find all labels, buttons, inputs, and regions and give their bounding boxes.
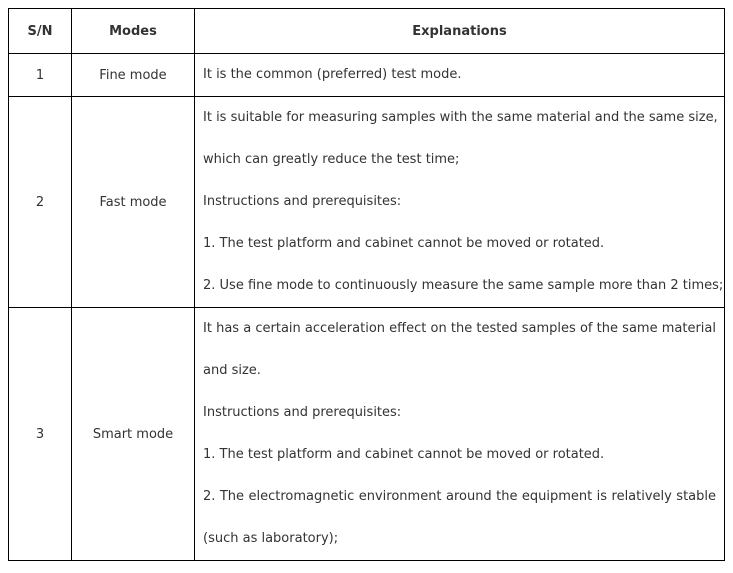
- explanation-line: It has a certain acceleration effect on the tested samples of the same material: [203, 321, 716, 336]
- modes-table: [8, 8, 725, 561]
- table-row: [9, 308, 725, 561]
- table-row: [9, 97, 725, 308]
- explanation-line: 1. The test platform and cabinet cannot be moved or rotated.: [203, 236, 605, 251]
- explanation-line: 2. The electromagnetic environment around the equipment is relatively stable: [203, 489, 716, 504]
- row-sn: 1: [9, 54, 72, 97]
- row-mode: Fine mode: [72, 54, 195, 97]
- row-explanation: [195, 54, 725, 97]
- header-modes: Modes: [72, 9, 195, 54]
- header-row: [9, 9, 725, 54]
- header-sn: S/N: [9, 9, 72, 54]
- explanation-line: Instructions and prerequisites:: [203, 405, 402, 420]
- row-sn: 3: [9, 308, 72, 561]
- explanation-line: which can greatly reduce the test time;: [203, 152, 460, 167]
- row-explanation: [195, 97, 725, 308]
- explanation-line: Instructions and prerequisites:: [203, 194, 402, 209]
- explanation-line: 2. Use fine mode to continuously measure the same sample more than 2 times;: [203, 278, 724, 293]
- explanation-line: It is suitable for measuring samples with the same material and the same size,: [203, 110, 718, 125]
- explanation-line: 1. The test platform and cabinet cannot be moved or rotated.: [203, 447, 605, 462]
- row-mode: Fast mode: [72, 97, 195, 308]
- explanation-line: It is the common (preferred) test mode.: [203, 67, 462, 82]
- table-row: [9, 54, 725, 97]
- row-explanation: [195, 308, 725, 561]
- row-mode: Smart mode: [72, 308, 195, 561]
- explanation-line: and size.: [203, 363, 261, 378]
- row-sn: 2: [9, 97, 72, 308]
- header-explanations: Explanations: [195, 9, 725, 54]
- explanation-line: (such as laboratory);: [203, 531, 339, 546]
